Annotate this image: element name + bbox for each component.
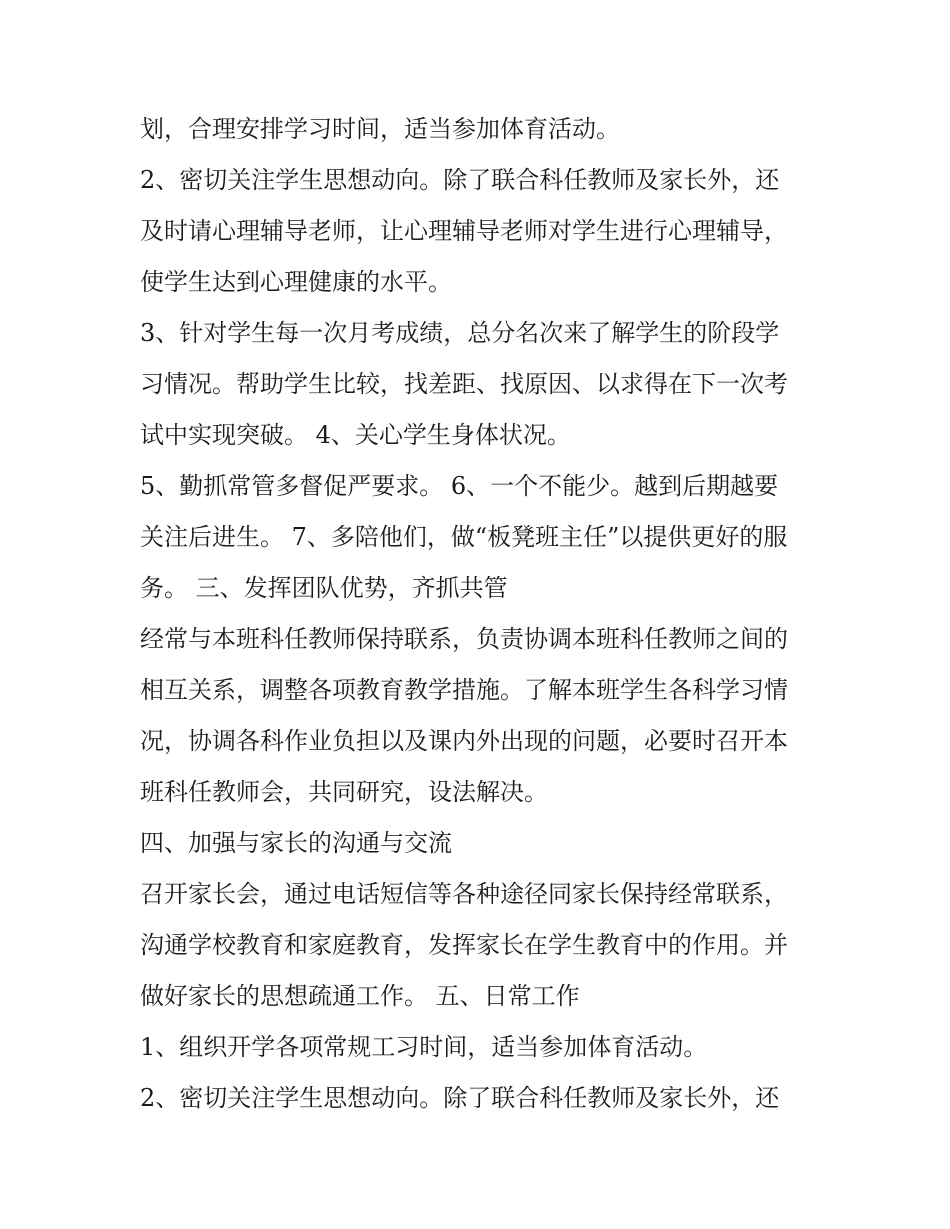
text-line-2: 2、密切关注学生思想动向。除了联合科任教师及家长外，还: [140, 166, 780, 194]
text-line-10: 务。 三、发挥团队优势，齐抓共管: [140, 574, 508, 602]
text-line-12: 相互关系，调整各项教育教学措施。了解本班学生各科学习情: [140, 676, 788, 704]
text-line-5: 3、针对学生每一次月考成绩，总分名次来了解学生的阶段学: [140, 319, 780, 347]
text-line-18: 做好家长的思想疏通工作。 五、日常工作: [140, 982, 580, 1010]
text-line-19: 1、组织开学各项常规工习时间，适当参加体育活动。: [140, 1033, 708, 1061]
text-line-7: 试中实现突破。 4、关心学生身体状况。: [140, 421, 571, 449]
text-line-3: 及时请心理辅导老师，让心理辅导老师对学生进行心理辅导，: [140, 217, 788, 245]
text-line-8: 5、勤抓常管多督促严要求。 6、一个不能少。越到后期越要: [140, 472, 779, 500]
text-line-15: 四、加强与家长的沟通与交流: [140, 829, 452, 857]
text-line-4: 使学生达到心理健康的水平。: [140, 268, 452, 296]
text-line-1: 划，合理安排学习时间，适当参加体育活动。: [140, 115, 620, 143]
text-line-6: 习情况。帮助学生比较，找差距、找原因、以求得在下一次考: [140, 370, 788, 398]
document-body: [140, 104, 820, 1124]
text-line-11: 经常与本班科任教师保持联系，负责协调本班科任教师之间的: [140, 625, 788, 653]
text-line-9: 关注后进生。 7、多陪他们，做“板凳班主任”以提供更好的服: [140, 523, 788, 551]
text-line-17: 沟通学校教育和家庭教育，发挥家长在学生教育中的作用。并: [140, 931, 788, 959]
text-line-20: 2、密切关注学生思想动向。除了联合科任教师及家长外，还: [140, 1084, 780, 1112]
text-line-16: 召开家长会，通过电话短信等各种途径同家长保持经常联系，: [140, 880, 788, 908]
text-line-13: 况，协调各科作业负担以及课内外出现的问题，必要时召开本: [140, 727, 788, 755]
text-line-14: 班科任教师会，共同研究，设法解决。: [140, 778, 548, 806]
